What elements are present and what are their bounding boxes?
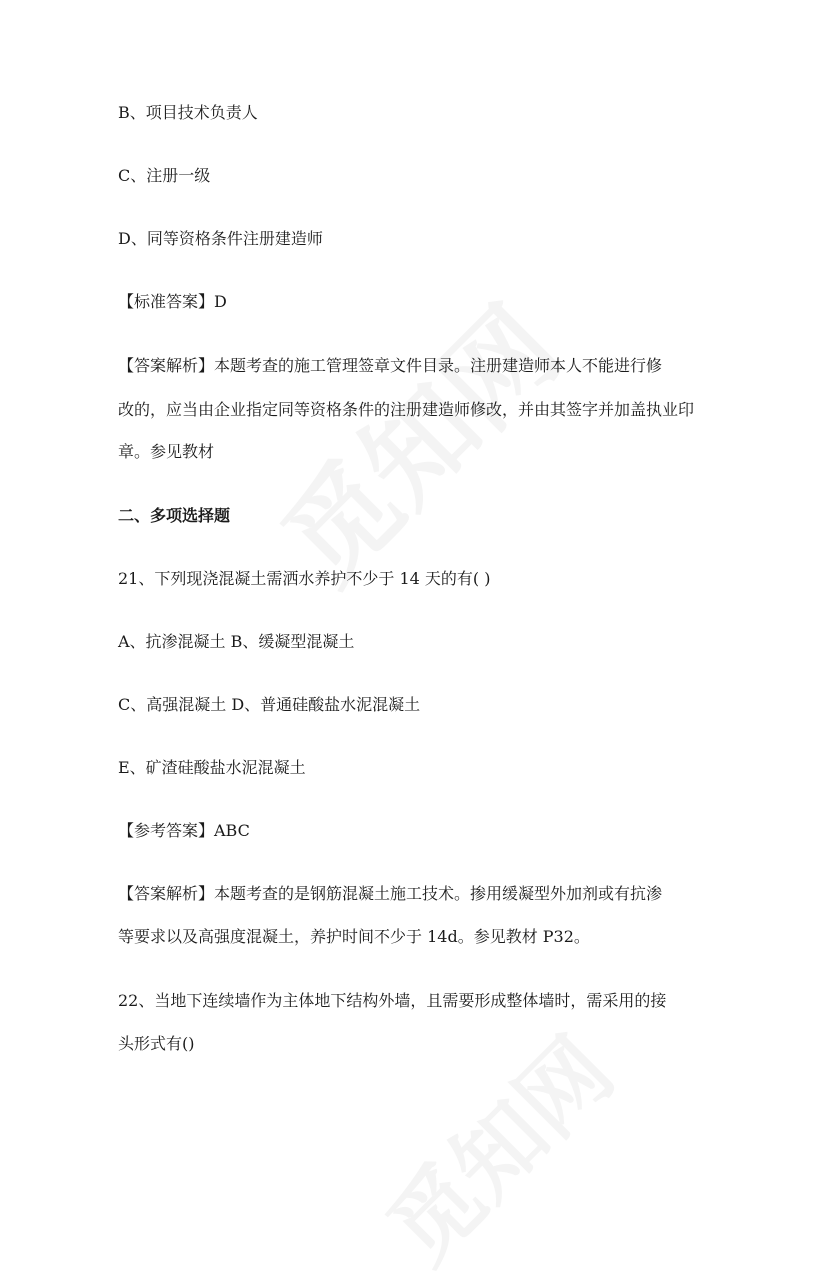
section-heading: 二、多项选择题 — [118, 506, 231, 525]
question-22-line-1: 22、当地下连续墙作为主体地下结构外墙，且需要形成整体墙时，需采用的接 — [118, 991, 667, 1010]
q21-options-cd: C、高强混凝土 D、普通硅酸盐水泥混凝土 — [118, 695, 421, 714]
q21-analysis-line-2: 等要求以及高强度混凝土，养护时间不少于 14d。参见教材 P32。 — [118, 927, 590, 946]
question-21: 21、下列现浇混凝土需洒水养护不少于 14 天的有( ) — [118, 569, 491, 588]
answer-analysis-line-3: 章。参见教材 — [118, 442, 215, 461]
question-22-line-2: 头形式有() — [118, 1034, 195, 1053]
q21-options-ab: A、抗渗混凝土 B、缓凝型混凝土 — [118, 632, 355, 651]
standard-answer: 【标准答案】D — [118, 292, 227, 311]
watermark — [242, 266, 587, 611]
watermark-bottom — [354, 1004, 637, 1286]
q21-analysis-line-1: 【答案解析】本题考查的是钢筋混凝土施工技术。掺用缓凝型外加剂或有抗渗 — [118, 884, 663, 903]
option-c: C、注册一级 — [118, 166, 211, 185]
answer-analysis-line-2: 改的，应当由企业指定同等资格条件的注册建造师修改，并由其签字并加盖执业印 — [118, 400, 695, 419]
q21-option-e: E、矿渣硅酸盐水泥混凝土 — [118, 758, 306, 777]
option-b: B、项目技术负责人 — [118, 103, 258, 122]
option-d: D、同等资格条件注册建造师 — [118, 229, 323, 248]
reference-answer: 【参考答案】ABC — [118, 821, 250, 840]
answer-analysis-line-1: 【答案解析】本题考查的施工管理签章文件目录。注册建造师本人不能进行修 — [118, 356, 663, 375]
